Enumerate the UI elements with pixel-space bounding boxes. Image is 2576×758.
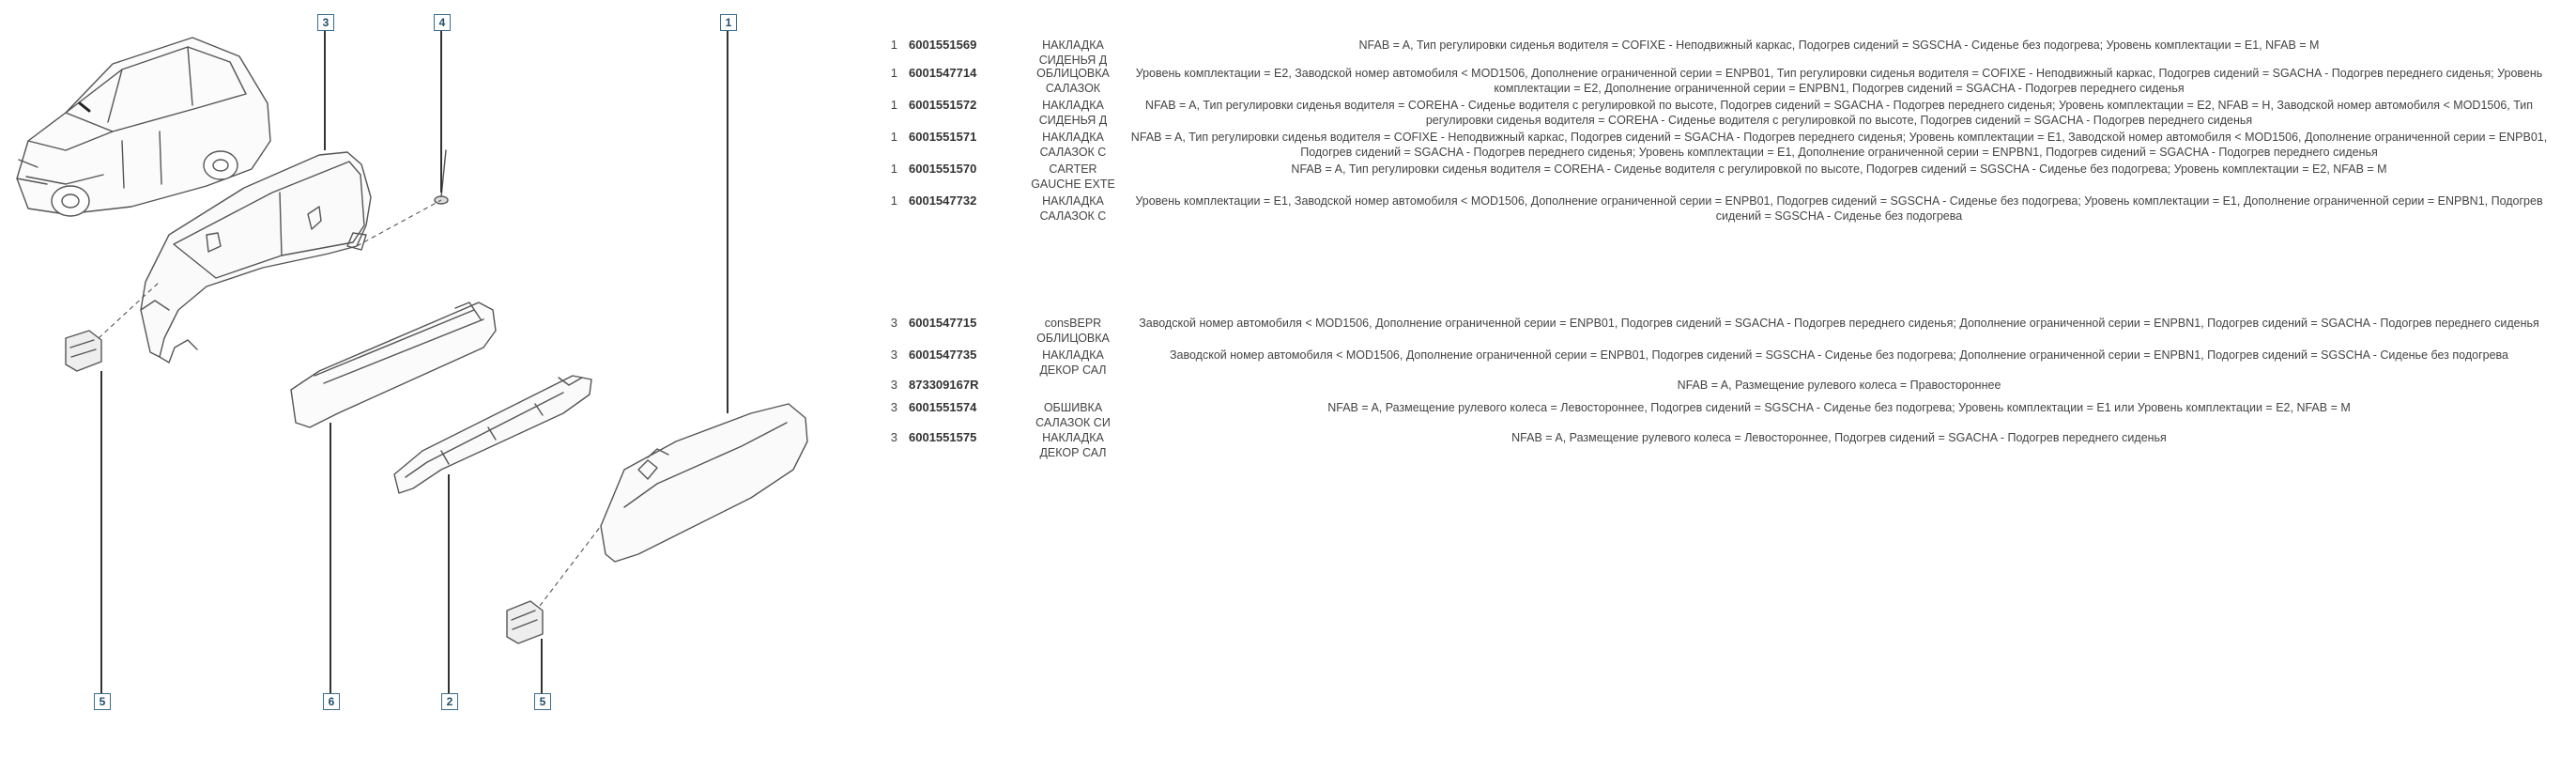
- part-reference[interactable]: 6001547732: [909, 193, 977, 208]
- callout-5-bottom[interactable]: 5: [534, 693, 551, 710]
- part-row[interactable]: [873, 400, 2563, 430]
- part-reference[interactable]: 6001551574: [909, 400, 977, 414]
- vehicle-icon: [17, 38, 270, 216]
- callout-5-left[interactable]: 5: [94, 693, 111, 710]
- part-row[interactable]: [873, 348, 2563, 378]
- part-conditions: Уровень комплектации = E2, Заводской номер автомобиля < MOD1506, Дополнение ограниченной серии = ENPB01, Тип регулировки сиденья водителя = COFIXE - Неподвижный каркас, Подогрев сидений = SGACHA - Подогрев переднего сиденья; Уровень комплектации = E2, Дополнение ограниченной серии = ENPBN1, Подогрев сидений = SGACHA - Подогрев переднего сиденья: [1135, 67, 2543, 95]
- part-reference[interactable]: 6001551570: [909, 162, 977, 176]
- clip-part-left: [66, 331, 101, 371]
- part-reference[interactable]: 6001551569: [909, 38, 977, 52]
- part-row[interactable]: [873, 193, 2563, 224]
- callout-4-top[interactable]: 4: [434, 14, 451, 31]
- callout-2-bottom[interactable]: 2: [441, 693, 458, 710]
- part-row[interactable]: [873, 66, 2563, 96]
- part-callout-number: 3: [890, 400, 897, 414]
- seat-cushion-part: [601, 404, 807, 562]
- part-callout-number: 3: [890, 430, 897, 444]
- part-conditions: NFAB = A, Размещение рулевого колеса = Правостороннее: [1677, 379, 2001, 392]
- part-conditions: Уровень комплектации = E1, Заводской номер автомобиля < MOD1506, Дополнение ограниченной серии = ENPB01, Подогрев сидений = SGSCHA - Сиденье без подогрева; Уровень комплектации = E1, Дополнение ограниченной серии = ENPBN1, Подогрев сидений = SGSCHA - Сиденье без подогрева: [1135, 194, 2543, 223]
- part-row[interactable]: [873, 316, 2563, 346]
- part-name: НАКЛАДКА ДЕКОР САЛ: [1039, 431, 1107, 459]
- part-callout-number: 1: [890, 162, 897, 176]
- part-name: CARTER GAUCHE EXTE: [1031, 162, 1115, 191]
- callout-6-bottom[interactable]: 6: [323, 693, 340, 710]
- part-name: НАКЛАДКА САЛАЗОК С: [1039, 194, 1107, 223]
- part-callout-number: 3: [890, 348, 897, 362]
- armrest-cover-part: [291, 302, 496, 427]
- part-reference[interactable]: 6001547714: [909, 66, 977, 80]
- part-callout-number: 3: [890, 378, 897, 392]
- part-row[interactable]: [873, 430, 2563, 460]
- trim-strip-part: [394, 376, 591, 493]
- part-conditions: Заводской номер автомобиля < MOD1506, Дополнение ограниченной серии = ENPB01, Подогрев сидений = SGACHA - Подогрев переднего сиденья; Дополнение ограниченной серии = ENPBN1, Подогрев сидений = SGACHA - Подогрев переднего сиденья: [1139, 317, 2539, 330]
- part-callout-number: 1: [890, 98, 897, 112]
- part-name: consBEPR ОБЛИЦОВКА: [1036, 317, 1110, 345]
- part-name: ОБЛИЦОВКА САЛАЗОК: [1036, 67, 1110, 95]
- part-row[interactable]: [873, 38, 2563, 68]
- part-reference[interactable]: 6001551571: [909, 130, 977, 144]
- part-callout-number: 1: [890, 193, 897, 208]
- part-reference[interactable]: 6001551575: [909, 430, 977, 444]
- part-reference[interactable]: 6001547735: [909, 348, 977, 362]
- part-conditions: Заводской номер автомобиля < MOD1506, Дополнение ограниченной серии = ENPB01, Подогрев сидений = SGSCHA - Сиденье без подогрева; Дополнение ограниченной серии = ENPBN1, Подогрев сидений = SGSCHA - Сиденье без подогрева: [1169, 348, 2508, 362]
- clip-part-bottom: [507, 601, 543, 643]
- part-conditions: NFAB = A, Тип регулировки сиденья водителя = COFIXE - Неподвижный каркас, Подогрев сидений = SGACHA - Подогрев переднего сиденья; Уровень комплектации = E1, Заводской номер автомобиля < MOD1506, Дополнение ограниченной серии = ENPB01, Подогрев сидений = SGACHA - Подогрев переднего сиденья; Уровень комплектации = E1, Дополнение ограниченной серии = ENPBN1, Подогрев сидений = SGACHA - Подогрев переднего сиденья: [1130, 131, 2548, 159]
- part-callout-number: 3: [890, 316, 897, 330]
- part-callout-number: 1: [890, 130, 897, 144]
- part-callout-number: 1: [890, 66, 897, 80]
- part-conditions: NFAB = A, Размещение рулевого колеса = Левостороннее, Подогрев сидений = SGACHA - Подогрев переднего сиденья: [1511, 431, 2167, 444]
- part-row[interactable]: [873, 98, 2563, 128]
- part-conditions: NFAB = A, Тип регулировки сиденья водителя = COFIXE - Неподвижный каркас, Подогрев сидений = SGSCHA - Сиденье без подогрева; Уровень комплектации = E1, NFAB = M: [1358, 39, 2320, 52]
- part-name: НАКЛАДКА ДЕКОР САЛ: [1039, 348, 1107, 377]
- part-row[interactable]: [873, 130, 2563, 160]
- part-name: НАКЛАДКА СИДЕНЬЯ Д: [1038, 99, 1108, 127]
- callout-3-top[interactable]: 3: [317, 14, 334, 31]
- part-name: НАКЛАДКА САЛАЗОК С: [1039, 131, 1107, 159]
- part-name: НАКЛАДКА СИДЕНЬЯ Д: [1038, 39, 1108, 67]
- callout-1-top[interactable]: 1: [720, 14, 737, 31]
- part-conditions: NFAB = A, Размещение рулевого колеса = Левостороннее, Подогрев сидений = SGSCHA - Сиденье без подогрева; Уровень комплектации = E1 или Уровень комплектации = E2, NFAB = M: [1327, 401, 2351, 414]
- exploded-view-drawing: [0, 0, 864, 753]
- part-reference[interactable]: 873309167R: [909, 378, 979, 392]
- part-name: ОБШИВКА САЛАЗОК СИ: [1035, 401, 1111, 429]
- part-reference[interactable]: 6001551572: [909, 98, 977, 112]
- parts-diagram: [0, 0, 864, 753]
- part-row[interactable]: [873, 162, 2563, 192]
- part-conditions: NFAB = A, Тип регулировки сиденья водителя = COREHA - Сиденье водителя с регулировкой по высоте, Подогрев сидений = SGSCHA - Сиденье без подогрева; Уровень комплектации = E2, NFAB = M: [1291, 162, 2387, 176]
- part-reference[interactable]: 6001547715: [909, 316, 977, 330]
- part-callout-number: 1: [890, 38, 897, 52]
- part-conditions: NFAB = A, Тип регулировки сиденья водителя = COREHA - Сиденье водителя с регулировкой по высоте, Подогрев сидений = SGACHA - Подогрев переднего сиденья; Уровень комплектации = E2, NFAB = H, Заводской номер автомобиля < MOD1506, Тип регулировки сиденья водителя = COREHA - Сиденье водителя с регулировкой по высоте, Подогрев сидений = SGACHA - Подогрев переднего сиденья: [1144, 99, 2534, 127]
